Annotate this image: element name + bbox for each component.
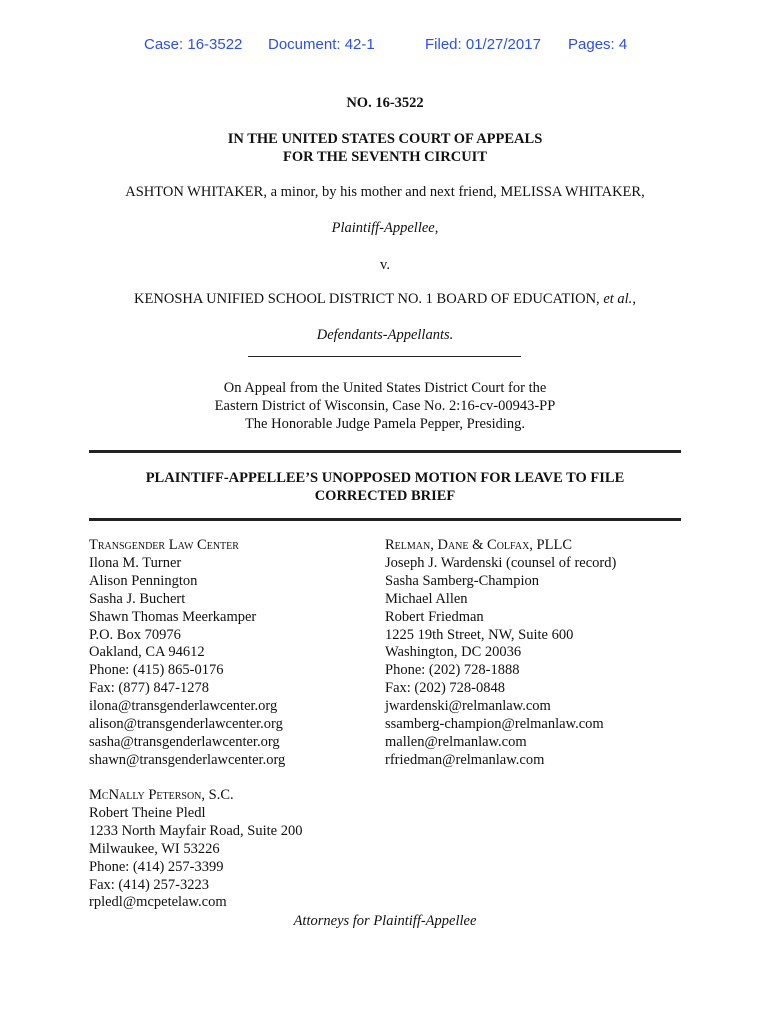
counsel-line: Shawn Thomas Meerkamper: [89, 608, 257, 625]
plaintiff-role: Plaintiff-Appellee,: [331, 220, 439, 236]
court-name-line-2: FOR THE SEVENTH CIRCUIT: [283, 149, 487, 165]
counsel-line: Fax: (202) 728-0848: [385, 680, 506, 697]
firm-name: McNally Peterson, S.C.: [89, 787, 234, 803]
counsel-line: shawn@transgenderlawcenter.org: [89, 751, 286, 768]
counsel-line: Joseph J. Wardenski (counsel of record): [385, 554, 617, 571]
counsel-line: jwardenski@relmanlaw.com: [385, 698, 551, 715]
caption-divider: [248, 356, 521, 357]
attorneys-for-line: Attorneys for Plaintiff-Appellee: [293, 913, 477, 929]
counsel-line: alison@transgenderlawcenter.org: [89, 716, 283, 733]
counsel-line: Fax: (414) 257-3223: [89, 876, 210, 893]
appeal-line-2: Eastern District of Wisconsin, Case No. 2:16-cv-00943-PP: [214, 398, 556, 414]
motion-title-line-1: PLAINTIFF-APPELLEE’S UNOPPOSED MOTION FOR LEAVE TO FILE: [145, 470, 625, 486]
versus: v.: [380, 257, 390, 273]
page-count-stamp: Pages: 4: [568, 36, 628, 53]
firm-name: Transgender Law Center: [89, 537, 239, 553]
case-number-stamp: Case: 16-3522: [144, 36, 243, 53]
counsel-line: ssamberg-champion@relmanlaw.com: [385, 716, 604, 733]
counsel-line: rpledl@mcpetelaw.com: [89, 894, 227, 911]
counsel-line: Phone: (414) 257-3399: [89, 858, 224, 875]
plaintiff-party: ASHTON WHITAKER, a minor, by his mother and next friend, MELISSA WHITAKER,: [125, 184, 645, 200]
motion-bottom-rule: [89, 518, 681, 521]
counsel-line: sasha@transgenderlawcenter.org: [89, 733, 280, 750]
defendant-et-al: et al.: [603, 291, 633, 307]
counsel-block-bottom: [89, 787, 302, 912]
docket-number: NO. 16-3522: [346, 95, 424, 111]
counsel-line: 1225 19th Street, NW, Suite 600: [385, 626, 574, 643]
court-name-line-1: IN THE UNITED STATES COURT OF APPEALS: [227, 131, 543, 147]
counsel-line: Robert Theine Pledl: [89, 804, 206, 821]
defendant-name: KENOSHA UNIFIED SCHOOL DISTRICT NO. 1 BOARD OF EDUCATION,: [134, 291, 600, 307]
motion-title-line-2: CORRECTED BRIEF: [314, 488, 456, 504]
counsel-line: Washington, DC 20036: [385, 644, 522, 661]
counsel-line: 1233 North Mayfair Road, Suite 200: [89, 822, 303, 839]
counsel-line: P.O. Box 70976: [89, 626, 181, 643]
counsel-line: Ilona M. Turner: [89, 554, 182, 571]
counsel-block-right: [385, 537, 616, 770]
counsel-line: Fax: (877) 847-1278: [89, 680, 210, 697]
counsel-line: Alison Pennington: [89, 572, 198, 589]
appeal-line-3: The Honorable Judge Pamela Pepper, Presiding.: [244, 416, 526, 432]
ecf-header: [0, 36, 770, 56]
counsel-line: Milwaukee, WI 53226: [89, 840, 220, 857]
appeal-line-1: On Appeal from the United States District Court for the: [223, 380, 547, 396]
firm-name: Relman, Dane & Colfax, PLLC: [385, 537, 572, 553]
counsel-line: ilona@transgenderlawcenter.org: [89, 698, 278, 715]
counsel-line: mallen@relmanlaw.com: [385, 733, 527, 750]
counsel-line: Robert Friedman: [385, 608, 484, 625]
counsel-line: Sasha Samberg-Champion: [385, 572, 539, 589]
document-number-stamp: Document: 42-1: [268, 36, 375, 53]
filed-date-stamp: Filed: 01/27/2017: [425, 36, 541, 53]
counsel-line: rfriedman@relmanlaw.com: [385, 751, 545, 768]
defendant-party: KENOSHA UNIFIED SCHOOL DISTRICT NO. 1 BOARD OF EDUCATION, et al.,: [134, 291, 636, 307]
counsel-block-left: [89, 537, 285, 770]
counsel-line: Phone: (415) 865-0176: [89, 662, 224, 679]
counsel-line: Sasha J. Buchert: [89, 590, 186, 607]
counsel-line: Michael Allen: [385, 590, 468, 607]
counsel-line: Phone: (202) 728-1888: [385, 662, 520, 679]
defendant-role: Defendants-Appellants.: [316, 327, 454, 343]
motion-top-rule: [89, 450, 681, 453]
counsel-line: Oakland, CA 94612: [89, 644, 205, 661]
